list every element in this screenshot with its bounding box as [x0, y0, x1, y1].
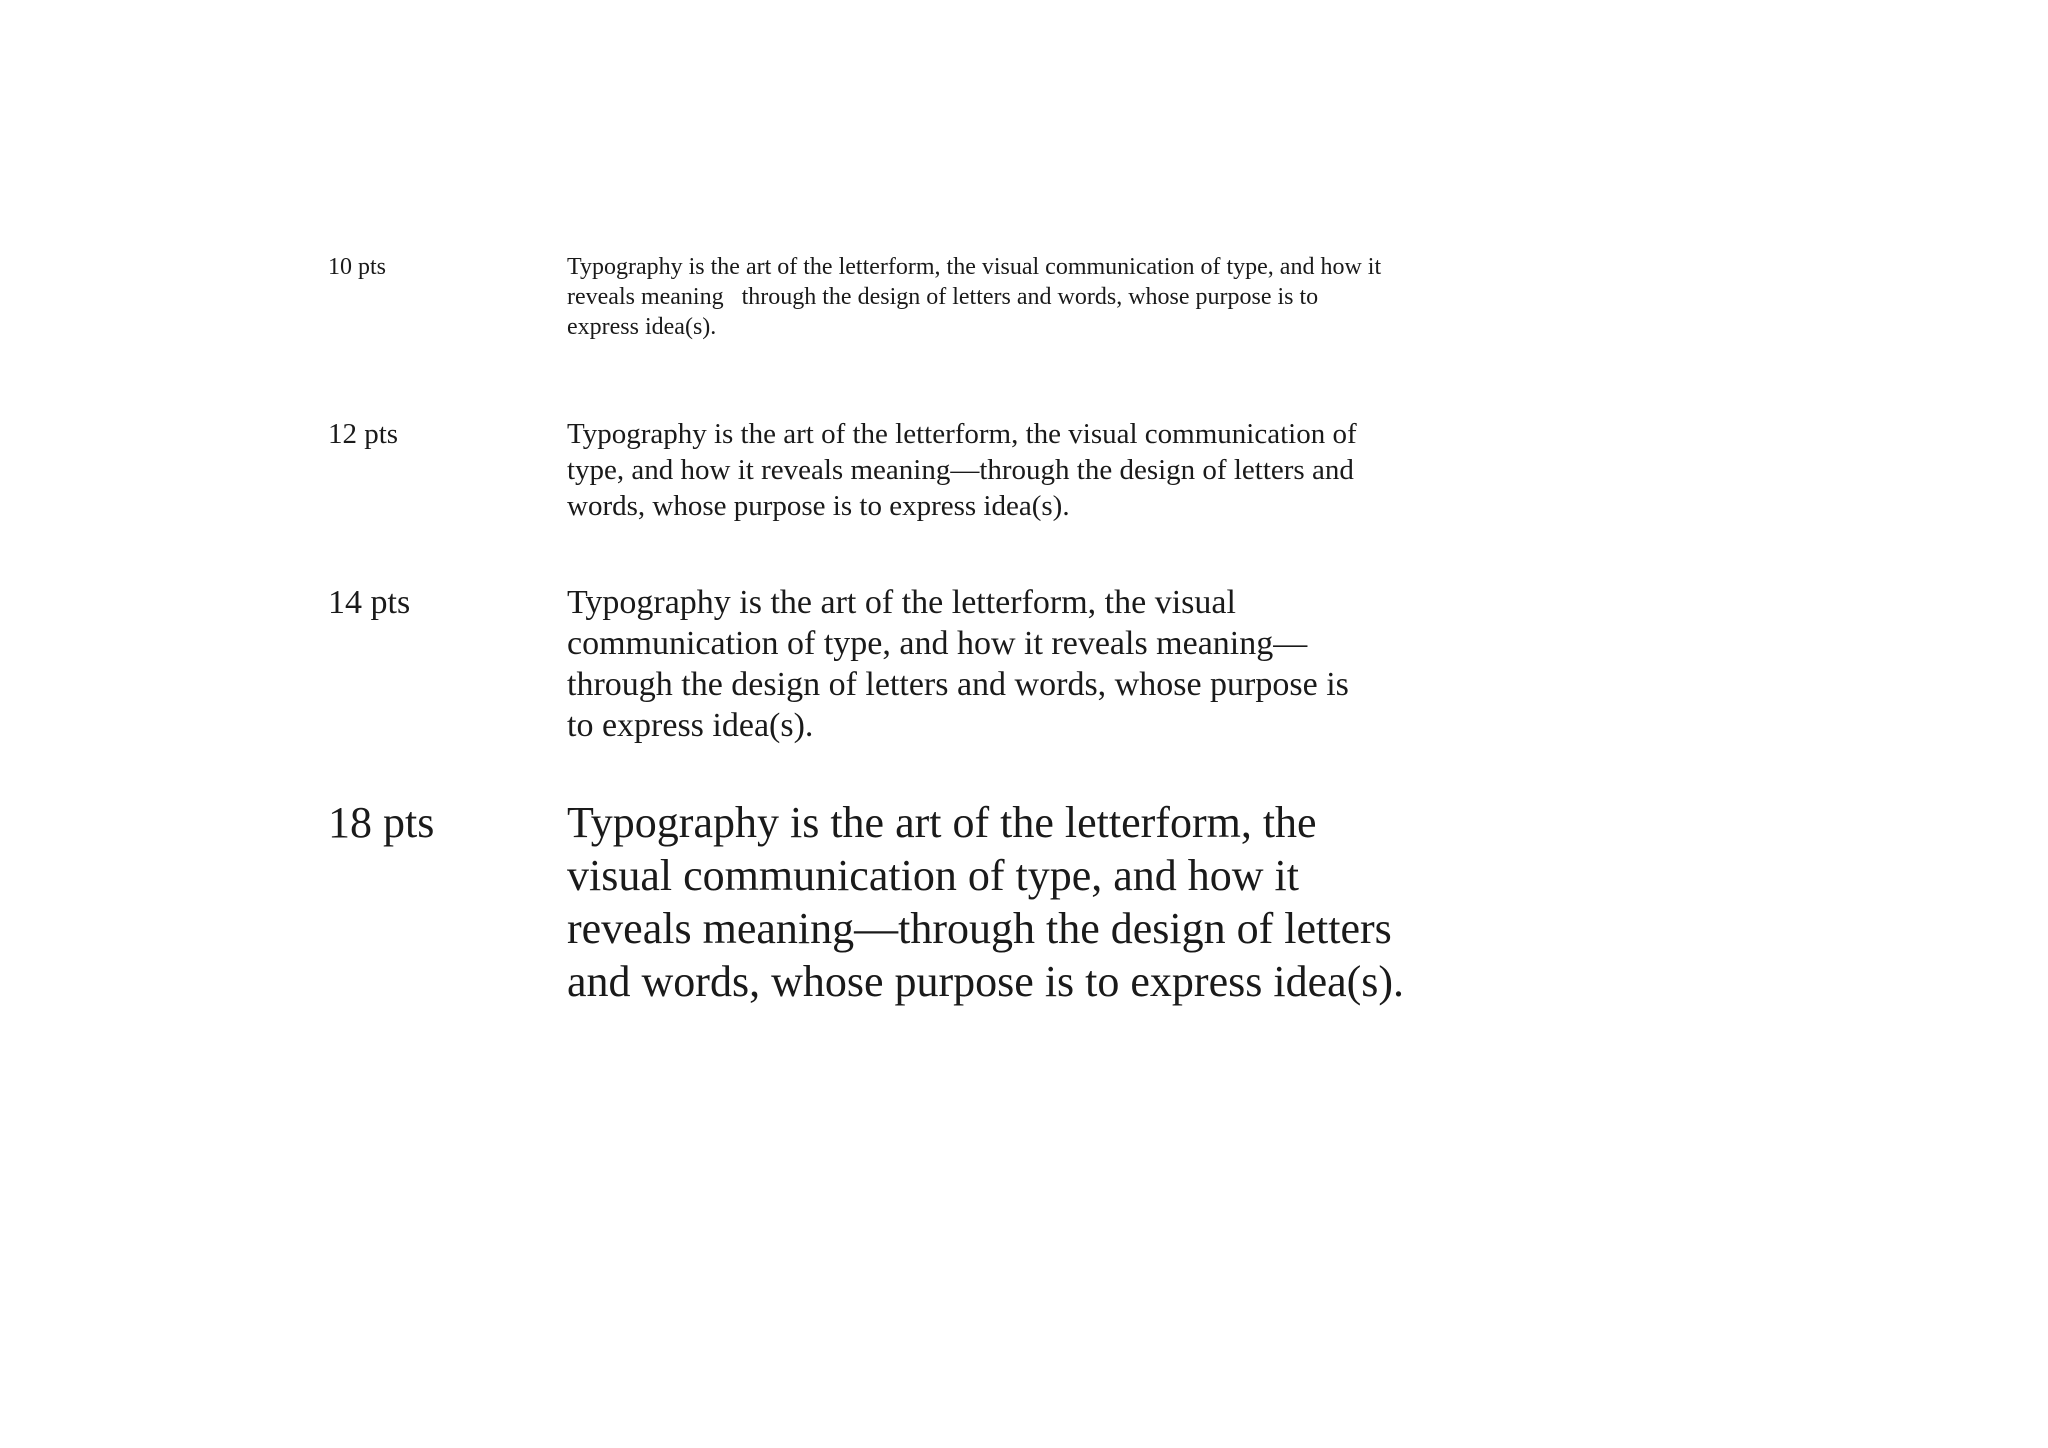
paragraph-line: express idea(s). [567, 314, 717, 340]
sample-paragraph [567, 582, 1507, 746]
paragraph-line: Typography is the art of the letterform, the visual communication of [567, 418, 1357, 450]
paragraph-line: type, and how it reveals meaning—through the design of letters and [567, 454, 1354, 486]
paragraph-line: Typography is the art of the letterform, the [567, 798, 1317, 847]
paragraph-line: reveals meaning through the design of letters and words, whose purpose is to [567, 284, 1319, 310]
paragraph-line: reveals meaning—through the design of letters [567, 904, 1392, 953]
paragraph-line: through the design of letters and words, whose purpose is [567, 666, 1349, 703]
paragraph-line: Typography is the art of the letterform, the visual [567, 584, 1236, 621]
paragraph-line: Typography is the art of the letterform, the visual communication of type, and how it [567, 254, 1382, 280]
sample-paragraph [567, 416, 1507, 524]
sample-paragraph [567, 796, 1507, 1008]
paragraph-line: words, whose purpose is to express idea(s). [567, 490, 1070, 522]
size-label: 10 pts [328, 254, 387, 280]
paragraph-line: visual communication of type, and how it [567, 851, 1299, 900]
size-label: 12 pts [328, 418, 399, 450]
paragraph-line: communication of type, and how it reveals meaning— [567, 625, 1308, 662]
sample-paragraph [567, 252, 1507, 342]
size-label: 14 pts [328, 584, 411, 621]
paragraph-line: to express idea(s). [567, 707, 814, 744]
paragraph-line: and words, whose purpose is to express idea(s). [567, 957, 1405, 1006]
size-label: 18 pts [328, 798, 435, 847]
